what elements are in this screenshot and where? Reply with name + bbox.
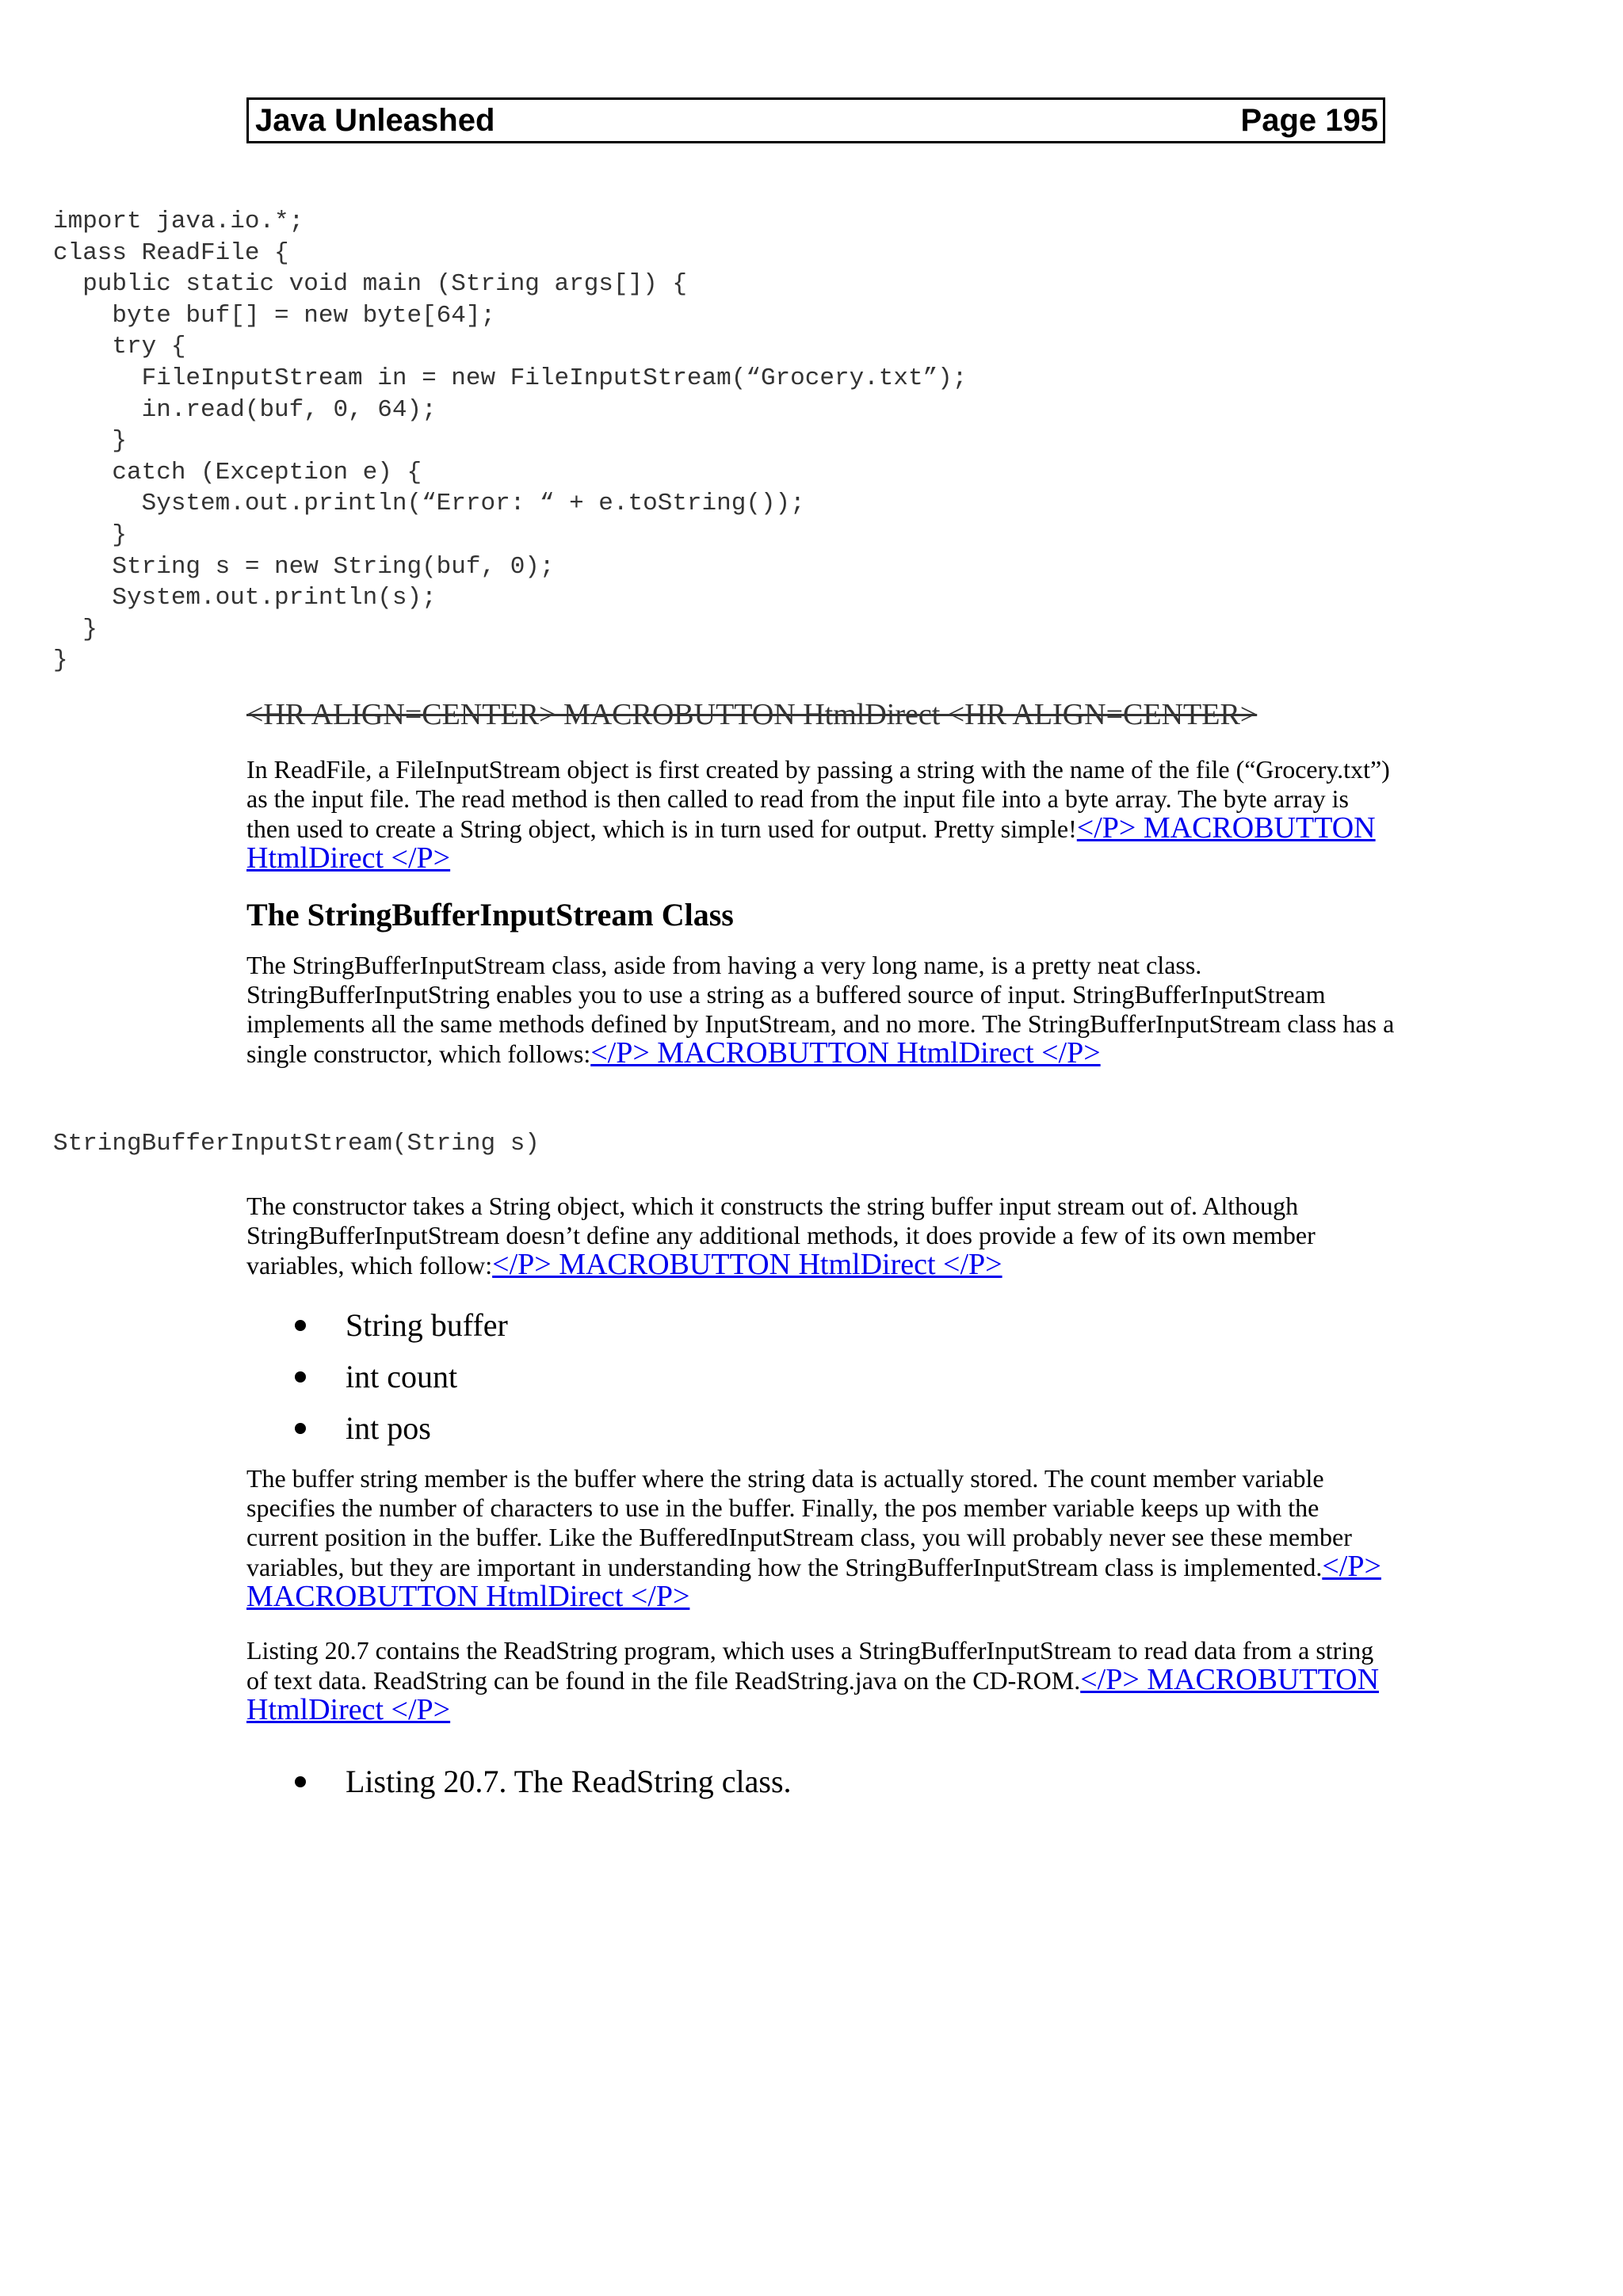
page-number: Page 195 — [1240, 102, 1378, 138]
paragraph-text: The StringBufferInputStream class, aside from having a very long name, is a pretty neat class. StringBufferInputString enables you to use a string as a buffered source of input. StringBufferInputStream implements all the same methods defined by InputStream, and no more. The StringBufferInputStream class has a single constructor, which follows: — [246, 951, 1395, 1068]
paragraph-text: Listing 20.7 contains the ReadString program, which uses a StringBufferInputStream to read data from a string of text data. ReadString can be found in the file ReadString.java on the CD-ROM. — [246, 1636, 1374, 1695]
bullet-icon — [295, 1371, 306, 1383]
paragraph-stringbuffer-intro — [246, 951, 1396, 1069]
paragraph-text: The buffer string member is the buffer where the string data is actually stored. The count member variable specifies the number of characters to use in the buffer. Finally, the pos member variable keeps up with the current position in the buffer. Like the BufferedInputStream class, you will probably never see these member variables, but they are important in understanding how the StringBufferInputStream class is implemented. — [246, 1464, 1352, 1581]
macrobutton-link[interactable]: </P> MACROBUTTON HtmlDirect </P> — [246, 811, 1376, 875]
macrobutton-link[interactable]: </P> MACROBUTTON HtmlDirect </P> — [590, 1036, 1101, 1070]
bullet-icon — [295, 1320, 306, 1331]
section-heading: The StringBufferInputStream Class — [246, 897, 734, 933]
paragraph-readfile-explanation — [246, 755, 1396, 874]
list-item — [295, 1756, 792, 1807]
paragraph-text: The constructor takes a String object, which it constructs the string buffer input stream out of. Although StringBufferInputStream doesn’t define any additional methods, it does provide a few of its own member variables, which follow: — [246, 1192, 1316, 1280]
member-variable-list — [295, 1299, 508, 1454]
hr-macro-directive: <HR ALIGN=CENTER> MACROBUTTON HtmlDirect <HR ALIGN=CENTER> — [246, 698, 1258, 731]
page-header — [246, 97, 1385, 143]
list-item: int pos — [295, 1402, 508, 1454]
paragraph-member-variables — [246, 1464, 1396, 1612]
list-item: String buffer — [295, 1299, 508, 1351]
macrobutton-link[interactable]: </P> MACROBUTTON HtmlDirect </P> — [246, 1550, 1381, 1613]
macrobutton-link[interactable]: </P> MACROBUTTON HtmlDirect </P> — [492, 1248, 1002, 1281]
macrobutton-link[interactable]: </P> MACROBUTTON HtmlDirect </P> — [246, 1663, 1380, 1726]
paragraph-constructor — [246, 1192, 1396, 1280]
listing-caption-list — [295, 1756, 792, 1807]
list-item: int count — [295, 1351, 508, 1402]
bullet-icon — [295, 1423, 306, 1434]
book-title: Java Unleashed — [255, 102, 495, 138]
paragraph-listing-intro — [246, 1636, 1396, 1726]
paragraph-text: In ReadFile, a FileInputStream object is first created by passing a string with the name of the file (“Grocery.txt”) as the input file. The read method is then called to read from the input file into a byte array. The byte array is then used to create a String object, which is in turn used for output. Pretty simple! — [246, 755, 1390, 843]
bullet-icon — [295, 1776, 306, 1787]
code-constructor-signature: StringBufferInputStream(String s) — [53, 1130, 540, 1158]
code-listing-readfile: import java.io.*; class ReadFile { public static void main (String args[]) { byte buf[] = new byte[64]; try { FileInputStream in = new FileInputStream(“Grocery.txt”); in.read(buf, 0, 64); } catch (Exception e) { System.out.println(“Error: “ + e.toString()); } String s = new String(buf, 0); System.out.println(s); } } — [53, 208, 968, 675]
listing-caption: Listing 20.7. The ReadString class. — [346, 1764, 792, 1799]
